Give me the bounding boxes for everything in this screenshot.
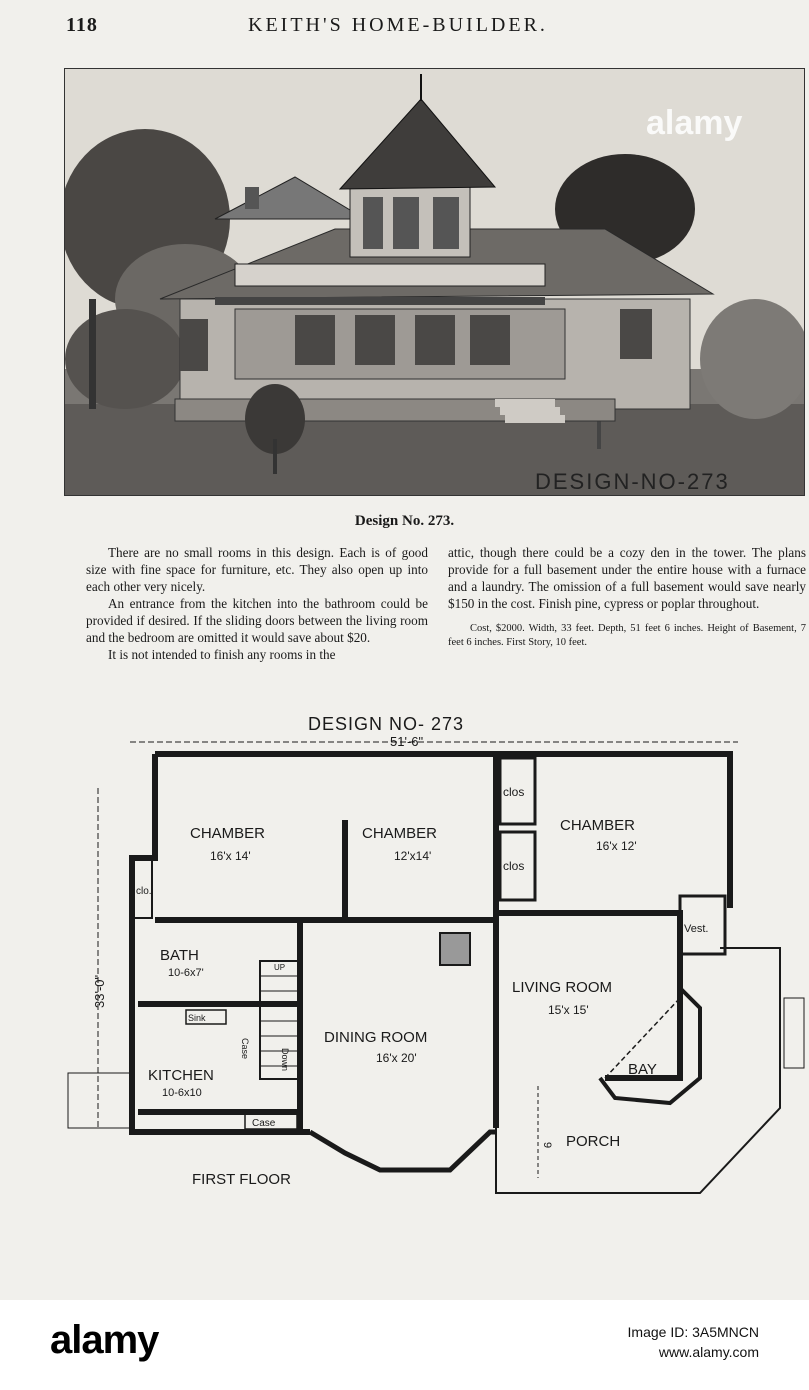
room-label: KITCHEN bbox=[148, 1067, 214, 1084]
dimension-label: 9 bbox=[541, 1142, 553, 1149]
left-column bbox=[86, 544, 428, 663]
room-label: LIVING ROOM bbox=[512, 979, 613, 996]
room-label: PORCH bbox=[566, 1133, 621, 1150]
room-label: clo. bbox=[136, 886, 152, 897]
paragraph: attic, though there could be a cozy den in the tower. The plans provide for a full basement under the entire house with a furnace and a laundry. The omission of a full basement would save nearly $150 in the cost. Finish pine, cypress or poplar throughout. bbox=[448, 545, 806, 611]
floor-plan bbox=[60, 708, 809, 1208]
fixture-label: Case bbox=[240, 1038, 250, 1060]
room-label: CHAMBER bbox=[560, 817, 636, 834]
room-label: BATH bbox=[160, 947, 199, 964]
width-dimension: 51'-6" bbox=[390, 734, 424, 749]
room-label: CHAMBER bbox=[190, 825, 266, 842]
room-size: 15'x 15' bbox=[548, 1003, 589, 1017]
page-number: 118 bbox=[66, 14, 98, 36]
watermark-text: alamy bbox=[646, 104, 743, 142]
paragraph: An entrance from the kitchen into the bathroom could be provided if desired. If the sliding doors between the living room and the bedroom are omitted it would save about $20. bbox=[86, 596, 428, 645]
room-size: 12'x14' bbox=[394, 849, 432, 863]
specifications: Cost, $2000. Width, 33 feet. Depth, 51 feet 6 inches. Height of Basement, 7 feet 6 inches. First Story, 10 feet. bbox=[448, 623, 806, 648]
site-url: www.alamy.com bbox=[658, 1344, 759, 1360]
alamy-logo: alamy bbox=[50, 1318, 159, 1362]
plan-title: DESIGN NO- 273 bbox=[308, 714, 465, 734]
stair-label: UP bbox=[274, 963, 286, 972]
room-label: clos bbox=[503, 859, 525, 873]
room-label: DINING ROOM bbox=[324, 1029, 428, 1046]
room-size: 10-6x10 bbox=[162, 1087, 202, 1099]
running-head: KEITH'S HOME-BUILDER. bbox=[248, 14, 548, 36]
room-size: 10-6x7' bbox=[168, 967, 204, 979]
image-info bbox=[628, 1322, 759, 1362]
design-caption: Design No. 273. bbox=[354, 513, 455, 529]
room-label: clos bbox=[503, 785, 525, 799]
fixture-label: Sink bbox=[188, 1013, 206, 1023]
floor-label: FIRST FLOOR bbox=[192, 1171, 291, 1188]
illustration-label: DESIGN-NO-273 bbox=[535, 469, 730, 494]
image-id: Image ID: 3A5MNCN bbox=[627, 1324, 759, 1340]
stair-label: Down bbox=[280, 1048, 290, 1072]
paragraph: It is not intended to finish any rooms in the bbox=[108, 647, 336, 662]
room-label: Vest. bbox=[684, 923, 709, 935]
room-size: 16'x 12' bbox=[596, 839, 637, 853]
room-size: 16'x 14' bbox=[210, 849, 251, 863]
room-label: CHAMBER bbox=[362, 825, 438, 842]
depth-dimension: 33'-0" bbox=[92, 974, 107, 1008]
floor-plan-drawing bbox=[60, 708, 809, 1208]
right-column bbox=[448, 544, 806, 650]
fixture-label: Case bbox=[252, 1118, 276, 1129]
room-label: BAY bbox=[628, 1061, 657, 1078]
paragraph: There are no small rooms in this design. Each is of good size with fine space for furniture, etc. They also open up into each other very nicely. bbox=[86, 545, 428, 594]
room-size: 16'x 20' bbox=[376, 1051, 417, 1065]
